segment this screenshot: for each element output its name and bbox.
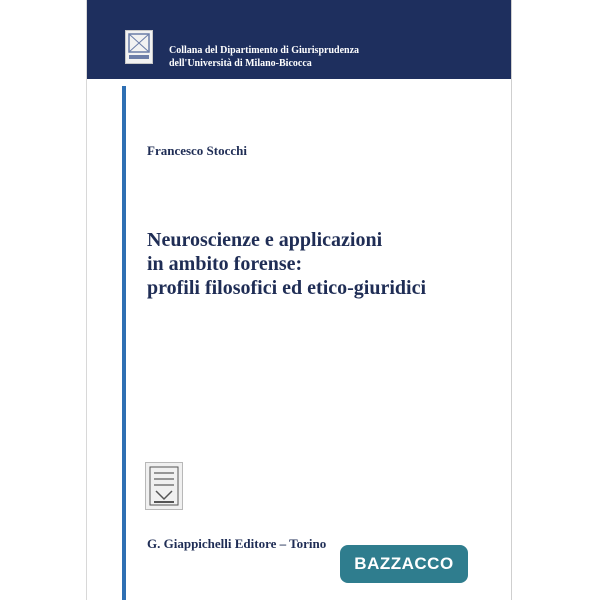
publisher-name: G. Giappichelli Editore – Torino bbox=[147, 536, 327, 551]
title-line: Neuroscienze e applicazioni bbox=[147, 229, 383, 251]
series-name bbox=[169, 44, 359, 70]
bicocca-university-logo-icon bbox=[125, 30, 153, 64]
title-line: in ambito forense: bbox=[147, 253, 303, 275]
series-line-1: Collana del Dipartimento di Giurisprudenza bbox=[169, 45, 360, 56]
seller-badge: BAZZACCO bbox=[340, 545, 468, 583]
cover-header-band bbox=[87, 0, 511, 79]
vertical-accent-bar bbox=[122, 86, 126, 600]
title-line: profili filosofici ed etico-giuridici bbox=[147, 277, 427, 299]
author-name: Francesco Stocchi bbox=[147, 143, 248, 158]
book-title bbox=[147, 228, 477, 300]
giappichelli-publisher-logo-icon bbox=[145, 462, 183, 510]
book-cover[interactable] bbox=[86, 0, 512, 600]
series-line-2: dell'Università di Milano-Bicocca bbox=[169, 58, 312, 69]
